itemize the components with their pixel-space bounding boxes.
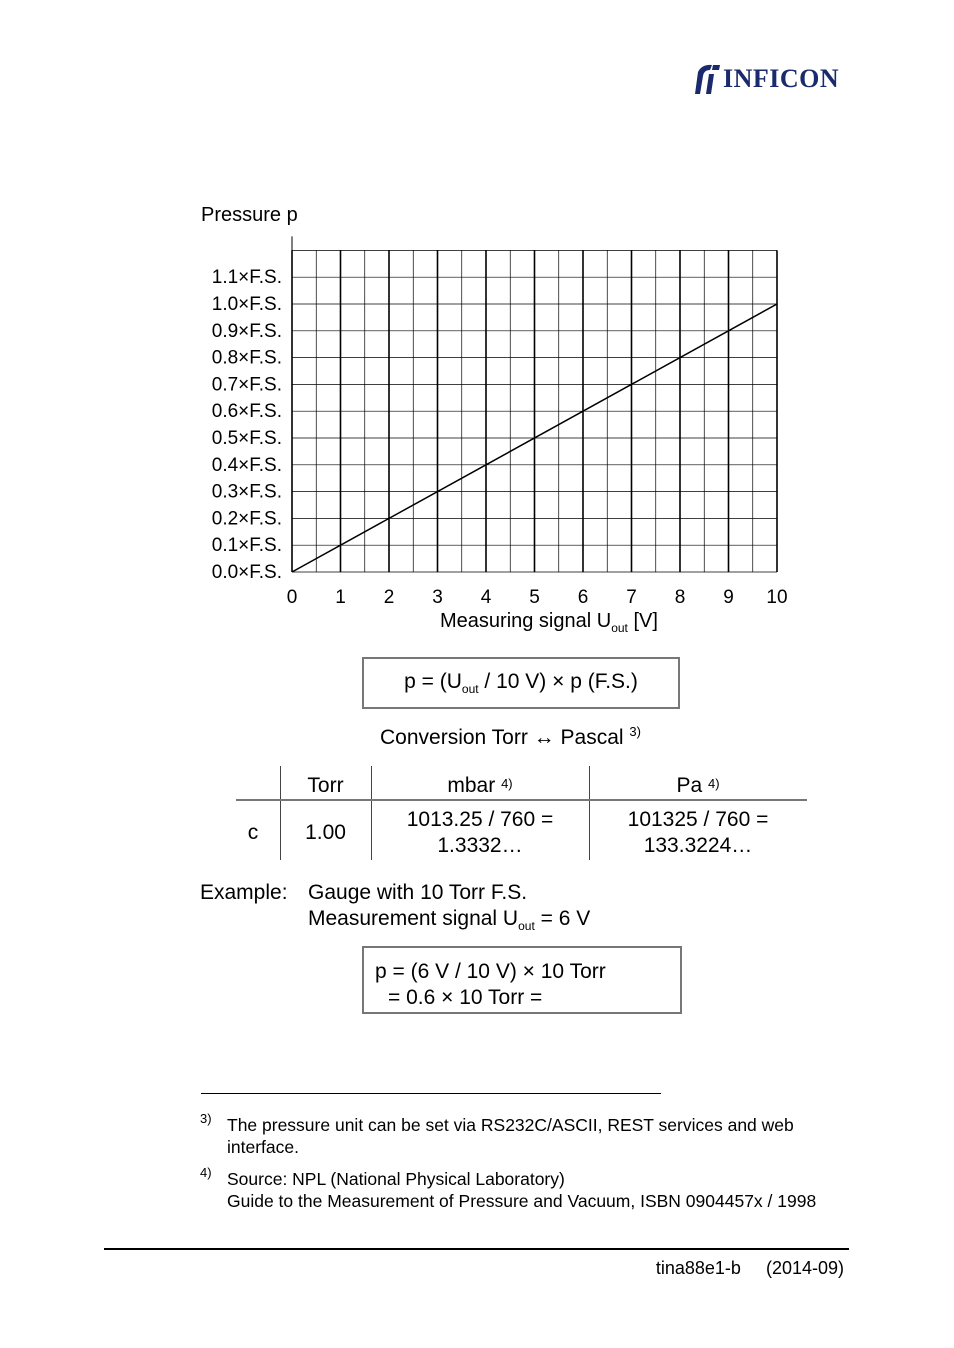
table-header-pa: Pa $^{4)}$: [676, 774, 720, 797]
calculation-box: [362, 946, 682, 1014]
y-tick-label: 0.7×F.S.: [211, 374, 282, 396]
y-tick-label: 1.1×F.S.: [211, 267, 282, 289]
inficon-logo-mark-icon: [694, 62, 722, 96]
y-tick-label: 0.9×F.S.: [211, 320, 282, 342]
x-tick-label: 7: [626, 587, 637, 608]
conversion-title: Conversion Torr ↔ Pascal $^{3)}$: [380, 724, 641, 749]
table-row-label: c: [247, 821, 259, 844]
y-tick-label: 0.0×F.S.: [211, 562, 282, 583]
table-header-torr: Torr: [307, 774, 344, 797]
example-line-gauge: Gauge with 10 Torr F.S.: [308, 881, 528, 904]
x-tick-label: 1: [335, 587, 346, 608]
table-cell-mbar: 1013.25 / 760 = 1.3332…: [406, 808, 554, 857]
table-cell-torr: 1.00: [305, 821, 346, 844]
footnote-3: 3) The pressure unit can be set via RS232C/ASCII, REST services and web interface.: [200, 1111, 794, 1157]
y-axis-title: Pressure p: [201, 204, 298, 226]
x-tick-label: 2: [383, 587, 395, 608]
footnote-4: 4) Source: NPL (National Physical Laboratory) Guide to the Measurement of Pressure and Vacuum, ISBN 0904457x / 1998: [200, 1165, 817, 1211]
y-tick-label: 0.4×F.S.: [211, 454, 282, 476]
formula-text: $p = (U_{out} / 10$ V) × p (F.S.): [404, 669, 638, 697]
y-tick-label: 1.0×F.S.: [211, 294, 282, 315]
footnote-divider: [201, 1093, 661, 1094]
y-tick-label: 0.2×F.S.: [211, 508, 282, 530]
x-tick-label: 5: [529, 587, 540, 608]
x-tick-label: 6: [577, 587, 589, 608]
y-tick-label: 0.5×F.S.: [211, 428, 282, 449]
x-tick-label: 8: [674, 587, 686, 608]
table-cell-pa: 101325 / 760 = 133.3224…: [627, 808, 769, 857]
example-line-signal: Measurement signal $U_{out} = 6$ V: [308, 907, 591, 934]
pressure-signal-chart: [190, 236, 810, 646]
x-tick-label: 0: [286, 587, 298, 608]
table-header-mbar: mbar $^{4)}$: [447, 774, 513, 797]
logo-text: INFICON: [723, 64, 840, 93]
footer-doc-id: tina88e1-b (2014-09): [655, 1258, 844, 1278]
y-tick-label: 0.3×F.S.: [211, 481, 282, 503]
inficon-logo: [694, 62, 846, 96]
x-tick-label: 4: [480, 587, 492, 608]
conversion-table: [236, 766, 807, 860]
x-tick-label: 10: [766, 587, 788, 608]
x-axis-title: Measuring signal $U_{out}$ [V]: [440, 610, 658, 635]
formula-box: [362, 657, 680, 709]
footer-divider: [104, 1248, 849, 1250]
y-tick-label: 0.8×F.S.: [211, 347, 282, 369]
y-tick-label: 0.1×F.S.: [211, 535, 282, 557]
calc-line-2: = 0.6 × 10 Torr =: [388, 986, 543, 1009]
x-tick-label: 9: [723, 587, 734, 608]
calc-line-1: p = (6 V / 10 V) × 10 Torr: [375, 960, 606, 983]
x-tick-label: 3: [432, 587, 443, 608]
y-tick-label: 0.6×F.S.: [211, 401, 282, 423]
example-label: Example:: [200, 881, 288, 904]
